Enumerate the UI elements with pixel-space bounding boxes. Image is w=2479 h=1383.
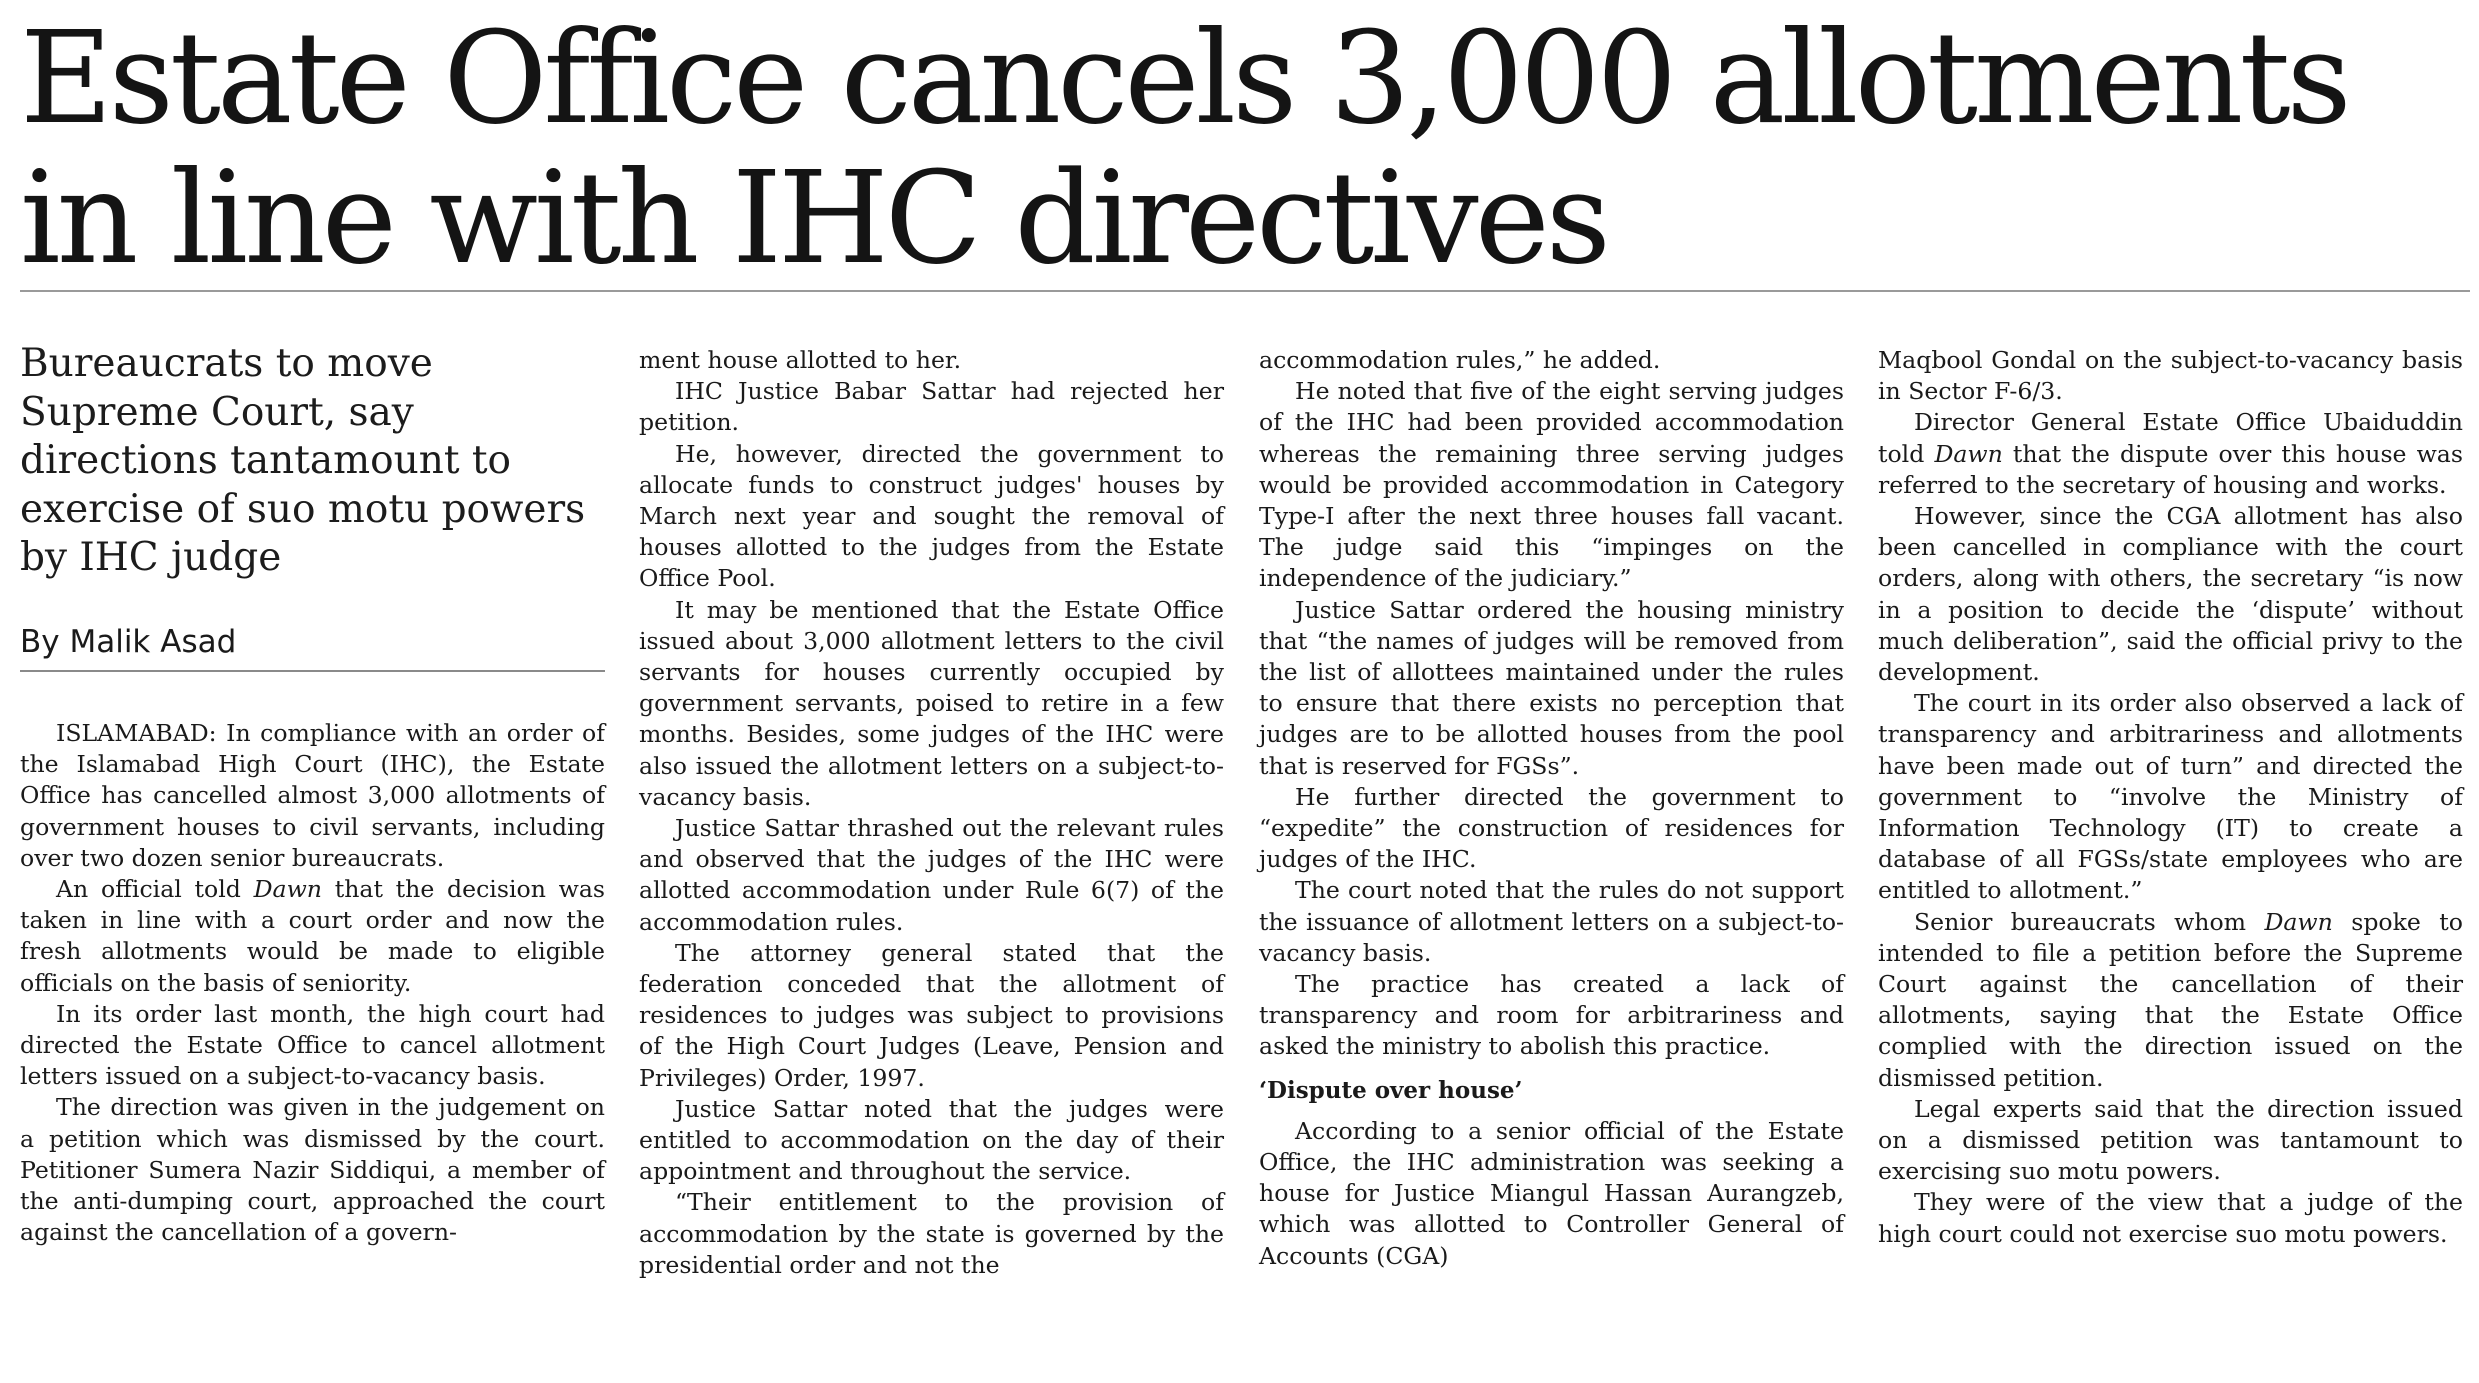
byline-divider bbox=[20, 670, 605, 672]
paragraph: Senior bureaucrats whom Dawn spoke to intended to file a petition before the Supreme Court against the cancellation of their allotments, saying that the Estate Office complied with the direction issued on the dismissed petition. bbox=[1878, 907, 2463, 1092]
paragraph: Justice Sattar ordered the housing ministry that “the names of judges will be removed from the list of allottees maintained under the rules to ensure that there exists no perception that judges are to be allotted houses from the pool that is reserved for FGSs”. bbox=[1259, 595, 1844, 780]
paragraph-continued: ment house allotted to her. bbox=[639, 346, 962, 374]
headline-line-2: in line with IHC directives bbox=[20, 144, 1607, 292]
paragraph: The court in its order also observed a lack of transparency and arbitrariness and allotments have been made out of turn” and directed the government to “involve the Ministry of Information Technology (IT) to create a database of all FGSs/state employees who are entitled to allotment.” bbox=[1878, 689, 2463, 905]
headline-divider bbox=[20, 290, 2470, 292]
paragraph: He further directed the government to “expedite” the construction of residences for judges of the IHC. bbox=[1259, 782, 1844, 874]
paragraph: He, however, directed the government to allocate funds to construct judges' houses by March next year and sought the removal of houses allotted to the judges from the Estate Office Pool. bbox=[639, 439, 1224, 593]
paragraph: He noted that five of the eight serving judges of the IHC had been provided accommodation whereas the remaining three serving judges would be provided accommodation in Category Type-I after the next three houses fall vacant. The judge said this “impinges on the independence of the judiciary.” bbox=[1259, 377, 1844, 593]
section-subheading: ‘Dispute over house’ bbox=[1259, 1076, 1523, 1104]
article-column-1 bbox=[20, 718, 605, 1248]
paragraph: The direction was given in the judgement on a petition which was dismissed by the court. Petitioner Sumera Nazir Siddiqui, a member of the anti-dumping court, approached the court against the cancellation of a govern- bbox=[20, 1093, 605, 1247]
paragraph: It may be mentioned that the Estate Office issued about 3,000 allotment letters to the civil servants for houses currently occupied by government servants, poised to retire in a few months. Besides, some judges of the IHC were also issued the allotment letters on a subject-to-vacancy basis. bbox=[639, 595, 1224, 811]
paragraph: ISLAMABAD: In compliance with an order of the Islamabad High Court (IHC), the Estate Office has cancelled almost 3,000 allotments of government houses to civil servants, including over two dozen senior bureaucrats. bbox=[20, 719, 605, 872]
paragraph: IHC Justice Babar Sattar had rejected her petition. bbox=[639, 377, 1224, 437]
paragraph: “Their entitlement to the provision of accommodation by the state is governed by the presidential order and not the bbox=[639, 1188, 1224, 1279]
subheadline: Bureaucrats to move Supreme Court, say directions tantamount to exercise of suo motu powers by IHC judge bbox=[20, 341, 586, 580]
article-column-3 bbox=[1259, 345, 1844, 1272]
paragraph-continued: accommodation rules,” he added. bbox=[1259, 346, 1661, 374]
paragraph: The practice has created a lack of transparency and room for arbitrariness and asked the ministry to abolish this practice. bbox=[1259, 970, 1844, 1061]
paragraph: Justice Sattar thrashed out the relevant rules and observed that the judges of the IHC were allotted accommodation under Rule 6(7) of the accommodation rules. bbox=[639, 814, 1224, 936]
byline: By Malik Asad bbox=[20, 624, 237, 660]
headline bbox=[20, 4, 2460, 292]
paragraph: In its order last month, the high court had directed the Estate Office to cancel allotment letters issued on a subject-to-vacancy basis. bbox=[20, 999, 605, 1091]
paragraph: The court noted that the rules do not support the issuance of allotment letters on a subject-to-vacancy basis. bbox=[1259, 876, 1844, 967]
headline-line-1: Estate Office cancels 3,000 allotments bbox=[20, 4, 2348, 152]
publication-name: Dawn bbox=[1934, 439, 2003, 468]
article-column-4 bbox=[1878, 345, 2463, 1250]
paragraph: Justice Sattar noted that the judges were entitled to accommodation on the day of their appointment and throughout the service. bbox=[639, 1094, 1224, 1186]
paragraph: The attorney general stated that the federation conceded that the allotment of residences to judges was subject to provisions of the High Court Judges (Leave, Pension and Privileges) Order, 1997. bbox=[639, 938, 1224, 1092]
paragraph: Director General Estate Office Ubaiduddin told Dawn that the dispute over this house was referred to the secretary of housing and works. bbox=[1878, 408, 2463, 499]
paragraph: They were of the view that a judge of the high court could not exercise suo motu powers. bbox=[1878, 1188, 2463, 1248]
publication-name: Dawn bbox=[2264, 907, 2333, 936]
publication-name: Dawn bbox=[253, 875, 322, 904]
paragraph: According to a senior official of the Estate Office, the IHC administration was seeking a house for Justice Miangul Hassan Aurangzeb, which was allotted to Controller General of Accounts (CGA) bbox=[1259, 1116, 1844, 1270]
paragraph: However, since the CGA allotment has also been cancelled in compliance with the court orders, along with others, the secretary “is now in a position to decide the ‘dispute’ without much deliberation”, said the official privy to the development. bbox=[1878, 502, 2463, 687]
paragraph: An official told Dawn that the decision was taken in line with a court order and now the fresh allotments would be made to eligible officials on the basis of seniority. bbox=[20, 875, 605, 997]
paragraph: Legal experts said that the direction issued on a dismissed petition was tantamount to exercising suo motu powers. bbox=[1878, 1094, 2463, 1186]
article-column-2 bbox=[639, 345, 1224, 1281]
paragraph-continued: Maqbool Gondal on the subject-to-vacancy basis in Sector F-6/3. bbox=[1878, 346, 2463, 406]
